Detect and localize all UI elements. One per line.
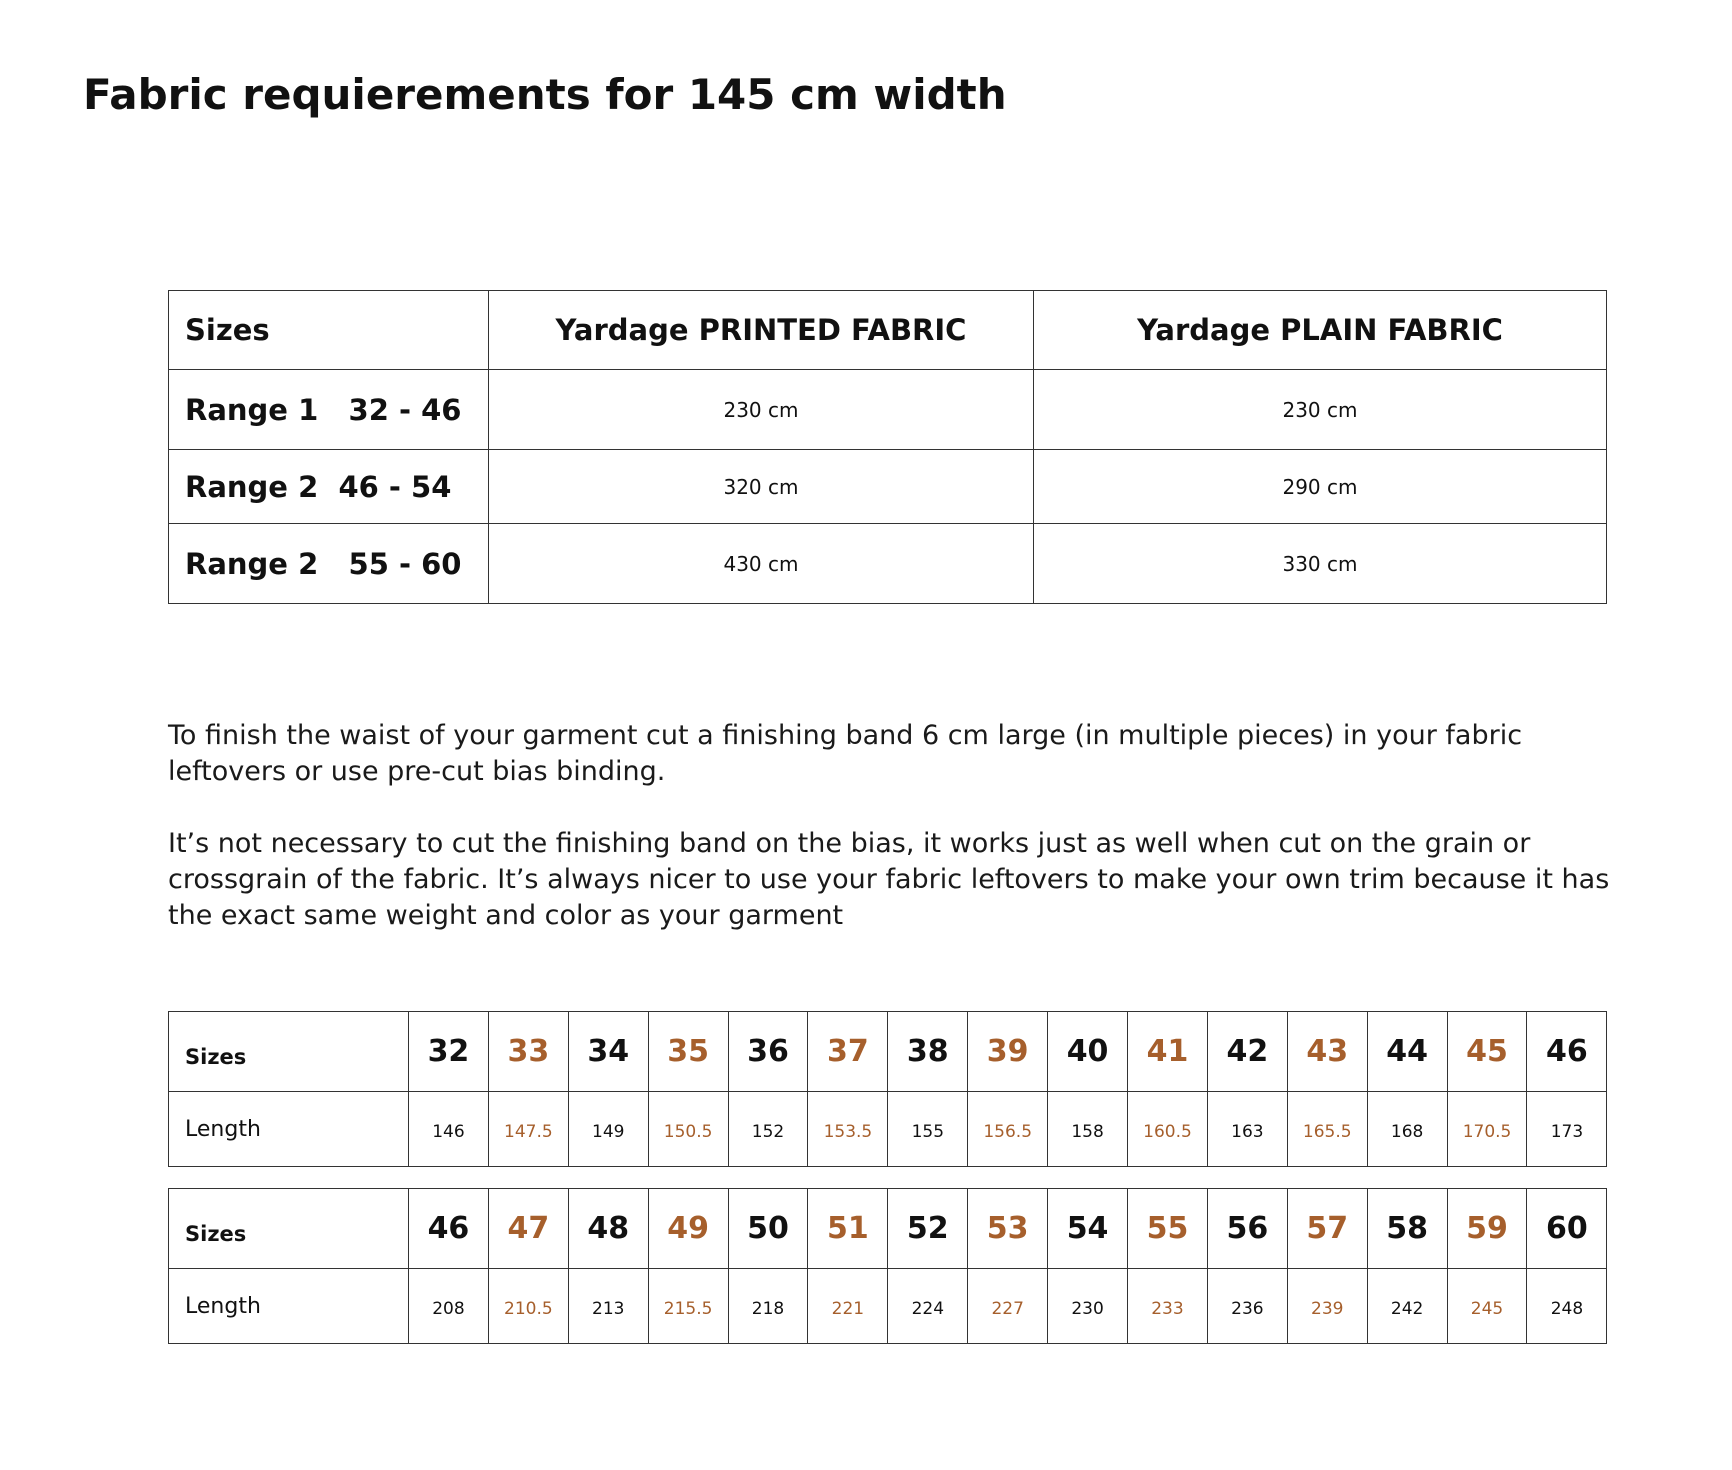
length-cell: 227 [968, 1269, 1048, 1344]
range-label: Range 1 32 - 46 [169, 370, 489, 450]
length-cell: 149 [568, 1092, 648, 1167]
length-cell: 146 [409, 1092, 489, 1167]
size-cell: 33 [488, 1012, 568, 1092]
size-cell: 50 [728, 1189, 808, 1269]
length-cell: 158 [1048, 1092, 1128, 1167]
length-cell: 173 [1527, 1092, 1607, 1167]
size-cell: 56 [1207, 1189, 1287, 1269]
size-cell: 48 [568, 1189, 648, 1269]
printed-yardage: 320 cm [489, 450, 1034, 524]
printed-fabric-header: Yardage PRINTED FABRIC [489, 291, 1034, 370]
size-cell: 47 [488, 1189, 568, 1269]
range-label: Range 2 55 - 60 [169, 524, 489, 604]
size-cell: 43 [1287, 1012, 1367, 1092]
plain-yardage: 230 cm [1034, 370, 1607, 450]
size-cell: 35 [648, 1012, 728, 1092]
length-row-label: Length [169, 1092, 409, 1167]
size-cell: 60 [1527, 1189, 1607, 1269]
printed-yardage: 230 cm [489, 370, 1034, 450]
printed-yardage: 430 cm [489, 524, 1034, 604]
size-cell: 55 [1128, 1189, 1208, 1269]
length-cell: 152 [728, 1092, 808, 1167]
length-cell: 215.5 [648, 1269, 728, 1344]
length-cell: 160.5 [1128, 1092, 1208, 1167]
note-paragraph: To finish the waist of your garment cut a finishing band 6 cm large (in multiple pieces) in your fabric leftovers or use pre-cut bias binding. [168, 720, 1523, 787]
range-label: Range 2 46 - 54 [169, 450, 489, 524]
sizes-row [169, 1189, 1607, 1269]
length-cell: 165.5 [1287, 1092, 1367, 1167]
length-cell: 233 [1128, 1269, 1208, 1344]
size-cell: 42 [1207, 1012, 1287, 1092]
size-cell: 45 [1447, 1012, 1527, 1092]
size-cell: 46 [409, 1189, 489, 1269]
size-cell: 52 [888, 1189, 968, 1269]
size-cell: 38 [888, 1012, 968, 1092]
length-cell: 239 [1287, 1269, 1367, 1344]
size-cell: 36 [728, 1012, 808, 1092]
sizes-header: Sizes [169, 291, 489, 370]
sizes-row-label: Sizes [169, 1012, 409, 1092]
length-cell: 245 [1447, 1269, 1527, 1344]
sizes-row [169, 1012, 1607, 1092]
length-cell: 170.5 [1447, 1092, 1527, 1167]
yardage-row [169, 450, 1607, 524]
size-cell: 59 [1447, 1189, 1527, 1269]
length-cell: 156.5 [968, 1092, 1048, 1167]
length-cell: 218 [728, 1269, 808, 1344]
size-cell: 40 [1048, 1012, 1128, 1092]
length-row [169, 1269, 1607, 1344]
size-cell: 32 [409, 1012, 489, 1092]
size-cell: 53 [968, 1189, 1048, 1269]
length-cell: 248 [1527, 1269, 1607, 1344]
size-cell: 58 [1367, 1189, 1447, 1269]
yardage-header-row [169, 291, 1607, 370]
size-cell: 57 [1287, 1189, 1367, 1269]
size-cell: 49 [648, 1189, 728, 1269]
length-cell: 150.5 [648, 1092, 728, 1167]
yardage-row [169, 524, 1607, 604]
sizes-row-label: Sizes [169, 1189, 409, 1269]
length-cell: 163 [1207, 1092, 1287, 1167]
yardage-row [169, 370, 1607, 450]
length-cell: 213 [568, 1269, 648, 1344]
size-cell: 34 [568, 1012, 648, 1092]
note-paragraph: It’s not necessary to cut the finishing band on the bias, it works just as well when cut on the grain or crossgrain of the fabric. It’s always nicer to use your fabric leftovers to make your own trim because it has the exact same weight and color as your garment [168, 828, 1610, 931]
yardage-table [168, 290, 1607, 604]
length-cell: 210.5 [488, 1269, 568, 1344]
length-row-label: Length [169, 1269, 409, 1344]
length-cell: 242 [1367, 1269, 1447, 1344]
size-cell: 39 [968, 1012, 1048, 1092]
size-cell: 37 [808, 1012, 888, 1092]
plain-yardage: 330 cm [1034, 524, 1607, 604]
length-cell: 168 [1367, 1092, 1447, 1167]
length-cell: 224 [888, 1269, 968, 1344]
length-cell: 230 [1048, 1269, 1128, 1344]
size-cell: 41 [1128, 1012, 1208, 1092]
plain-yardage: 290 cm [1034, 450, 1607, 524]
finishing-notes [168, 718, 1613, 970]
plain-fabric-header: Yardage PLAIN FABRIC [1034, 291, 1607, 370]
length-row [169, 1092, 1607, 1167]
length-cell: 147.5 [488, 1092, 568, 1167]
size-cell: 54 [1048, 1189, 1128, 1269]
page-title: Fabric requierements for 145 cm width [83, 70, 1007, 119]
size-cell: 46 [1527, 1012, 1607, 1092]
length-cell: 208 [409, 1269, 489, 1344]
length-cell: 221 [808, 1269, 888, 1344]
size-length-table [168, 1188, 1607, 1344]
size-cell: 51 [808, 1189, 888, 1269]
length-cell: 153.5 [808, 1092, 888, 1167]
size-length-table [168, 1011, 1607, 1167]
length-cell: 155 [888, 1092, 968, 1167]
size-cell: 44 [1367, 1012, 1447, 1092]
length-cell: 236 [1207, 1269, 1287, 1344]
